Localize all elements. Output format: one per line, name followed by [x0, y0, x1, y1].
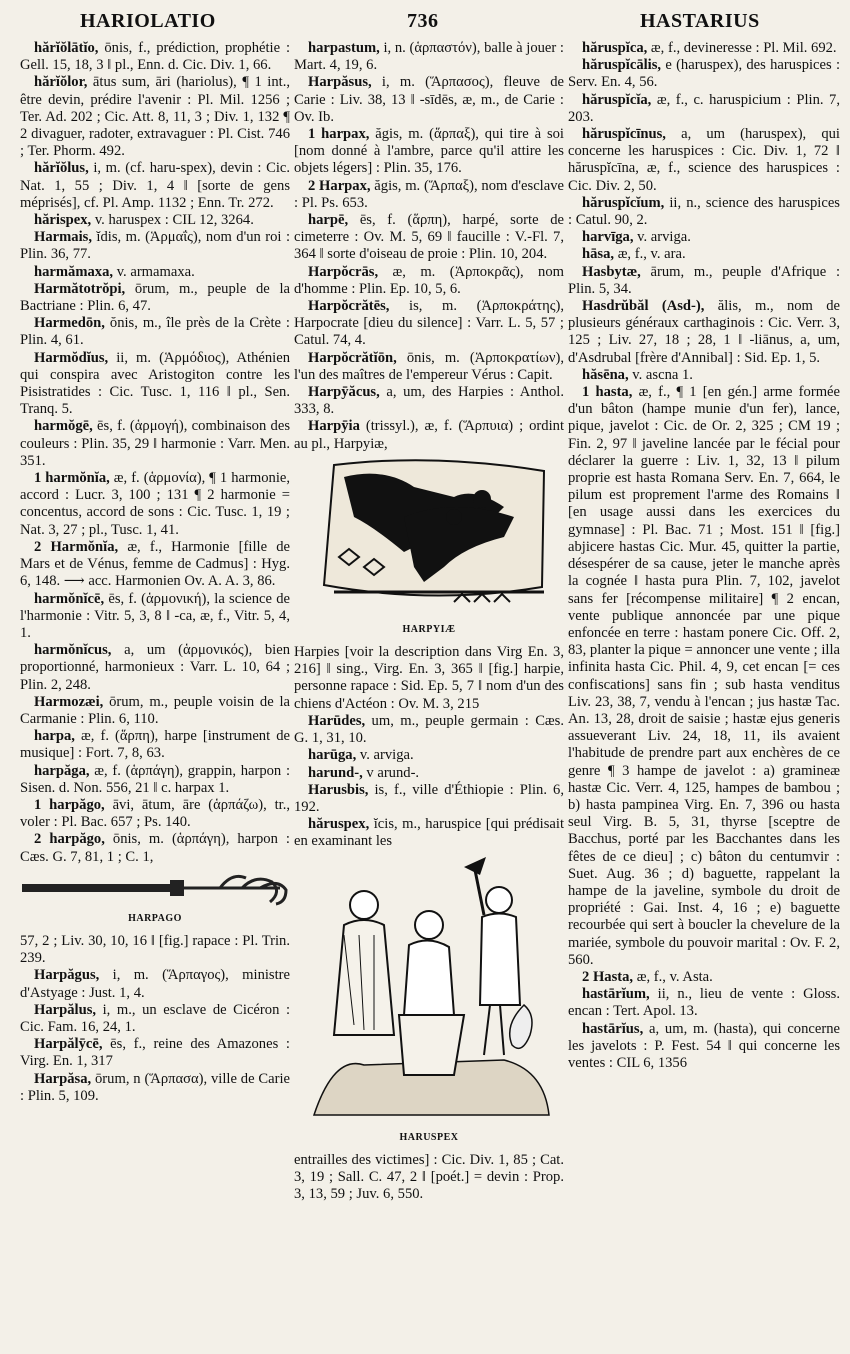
- entry-definition: æ, f., v. ara.: [614, 246, 686, 263]
- dictionary-entry: [20, 591, 290, 643]
- entry-definition: æ, f., v. Asta.: [633, 968, 713, 985]
- haruspex-caption: HARUSPEX: [399, 1131, 459, 1143]
- dictionary-entry: [568, 264, 840, 298]
- dictionary-entry: [568, 246, 840, 263]
- entry-headword: hăruspĭcīnus,: [582, 126, 666, 143]
- dictionary-entry: [20, 160, 290, 212]
- dictionary-entry: [568, 57, 840, 91]
- dictionary-entry: [294, 384, 564, 418]
- column-3: [568, 40, 840, 1350]
- entry-headword: hăruspĭcālis,: [582, 57, 662, 74]
- entry-headword: 1 harmŏnĭa,: [34, 470, 110, 487]
- dictionary-entry: [568, 1021, 840, 1073]
- header-left-guide-word: HARIOLATIO: [80, 10, 216, 32]
- entry-headword: hăruspĭcĭa,: [582, 91, 652, 108]
- dictionary-entry: [20, 728, 290, 762]
- entry-definition: ii, n., lieu de vente : Gloss. encan : Tert. Apol. 13.: [568, 986, 840, 1020]
- dictionary-entry: [20, 212, 290, 229]
- entry-headword: hărĭŏlus,: [34, 160, 89, 177]
- entry-definition: v. arviga.: [633, 229, 691, 246]
- entry-headword: Harmedōn,: [34, 315, 105, 332]
- entry-headword: harpa,: [34, 728, 75, 745]
- dictionary-entry: [20, 763, 290, 797]
- entry-headword: hăruspex,: [308, 816, 370, 833]
- entry-definition: ii, n., science des haruspices : Catul. 90, 2.: [568, 194, 840, 229]
- entry-definition: entrailles des victimes] : Cic. Div. 1, 85 ; Cat. 3, 19 ; Sall. C. 47, 2 ‖ [poét.] = devin : Prop. 3, 13, 59 ; Juv. 6, 550.: [294, 1151, 564, 1203]
- entry-definition: ōrum, m., peuple de la Bactriane : Plin. 6, 47.: [20, 280, 290, 315]
- header-right-guide-word: HASTARIUS: [640, 10, 760, 32]
- dictionary-entry: [294, 74, 564, 126]
- entry-headword: Harusbis,: [308, 781, 369, 798]
- page-number: 736: [407, 10, 439, 32]
- dictionary-entry: [568, 229, 840, 246]
- dictionary-entry: [20, 797, 290, 831]
- entry-headword: harmŏnĭcus,: [34, 642, 112, 659]
- entry-definition: ĭcis, m., haruspice [qui prédisait en examinant les: [294, 816, 564, 850]
- entry-headword: 2 Harmŏnĭa,: [34, 538, 119, 555]
- dictionary-entry: [294, 178, 564, 212]
- entry-headword: Hasdrŭbăl (Asd-),: [582, 298, 705, 315]
- entry-headword: harpastum,: [308, 40, 380, 56]
- dictionary-entry: [20, 315, 290, 349]
- entry-headword: Harmŏdĭus,: [34, 349, 109, 366]
- dictionary-entry: [568, 986, 840, 1020]
- entry-definition: is, m. (Ἁρποκράτης), Harpocrate [dieu du silence] : Varr. L. 5, 57 ; Catul. 74, 4.: [294, 298, 564, 349]
- entry-definition: ēs, f. (ἅρπη), harpé, sorte de cimeterre : Ov. M. 5, 69 ‖ faucille : V.-Fl. 7, 364 ‖ sorte d'oiseau de proie : Plin. 10, 204.: [294, 212, 564, 263]
- entry-headword: hărĭŏlātĭo,: [34, 40, 99, 56]
- entry-definition: i, m., un esclave de Cicéron : Cic. Fam. 16, 24, 1.: [20, 1001, 290, 1035]
- entry-definition: a, um, des Harpies : Anthol. 333, 8.: [294, 384, 564, 418]
- dictionary-entry: [294, 126, 564, 178]
- entry-definition: ĭdis, m. (Ἁρμαΐς), nom d'un roi : Plin. 36, 77.: [20, 229, 290, 263]
- entry-headword: 1 harpăgo,: [34, 796, 105, 813]
- dictionary-entry: [294, 782, 564, 816]
- dictionary-entry: [294, 1152, 564, 1204]
- entry-headword: 1 harpax,: [308, 126, 370, 143]
- entry-headword: 1 hasta,: [582, 384, 633, 401]
- entry-headword: hăsēna,: [582, 366, 629, 383]
- entry-definition: ŏnis, m., île près de la Crète : Plin. 4, 61.: [20, 315, 290, 349]
- harpago-caption: HARPAGO: [128, 912, 182, 924]
- dictionary-entry: [294, 816, 564, 850]
- entry-definition: is, f., ville d'Éthiopie : Plin. 6, 192.: [294, 781, 564, 815]
- entry-headword: hărĭŏlor,: [34, 74, 88, 91]
- entry-definition: v. arviga.: [356, 747, 414, 764]
- entry-headword: Harpăsa,: [34, 1070, 92, 1087]
- dictionary-entry: [568, 92, 840, 126]
- dictionary-entry: [294, 212, 564, 264]
- dictionary-entry: [20, 74, 290, 160]
- entry-definition: æ, f. (ἅρπη), harpe [instrument de musique] : Fort. 7, 8, 63.: [20, 728, 290, 762]
- dictionary-entry: [294, 765, 564, 782]
- entry-definition: (trissyl.), æ, f. (Ἅρπυια) ; ordint au pl., Harpyiæ,: [294, 418, 564, 452]
- entry-headword: harmŏnĭcē,: [34, 590, 105, 607]
- entry-definition: Harpies [voir la description dans Virg En. 3, 216] ‖ sing., Virg. En. 3, 365 ‖ [fig.] harpie, personne rapace : Sid. Ep. 5, 7 ‖ nom d'un des chiens d'Actéon : Ov. M. 3, 215: [294, 644, 564, 712]
- dictionary-entry: [20, 831, 290, 865]
- entry-headword: Harpȳia: [308, 418, 360, 435]
- dictionary-entry: [294, 418, 564, 452]
- dictionary-entry: [568, 40, 840, 57]
- harpyiae-caption: HARPYIÆ: [402, 623, 456, 635]
- dictionary-entry: [20, 1036, 290, 1070]
- dictionary-entry: [568, 195, 840, 229]
- dictionary-entry: [20, 1071, 290, 1105]
- column-2: [294, 40, 564, 1350]
- entry-headword: hastārĭum,: [582, 986, 650, 1003]
- entry-headword: 2 harpăgo,: [34, 831, 105, 848]
- entry-headword: hărispex,: [34, 212, 92, 229]
- dictionary-entry: [20, 967, 290, 1001]
- entry-definition: ōnis, m. (Ἁρποκρατίων), l'un des maîtres de l'empereur Vérus : Capit.: [294, 349, 564, 383]
- entry-definition: v. haruspex : CIL 12, 3264.: [91, 212, 254, 229]
- dictionary-entry: [568, 384, 840, 969]
- entry-definition: i, n. (ἁρπαστόν), balle à jouer : Mart. 4, 19, 6.: [294, 40, 564, 74]
- entry-headword: harūga,: [308, 747, 357, 764]
- entry-headword: harmŏgē,: [34, 418, 93, 435]
- dictionary-entry: [568, 969, 840, 986]
- entry-definition: ātus sum, āri (hariolus), ¶ 1 int., être devin, prédire l'avenir : Pl. Mil. 1256 ; Ter. Ad. 202 ; Cic. Att. 8, 11, 3 ; Div. 1, 132 ¶ 2 divaguer, radoter, extravaguer : Pl. Cist. 746 ; Ter. Phorm. 492.: [20, 74, 290, 160]
- dictionary-entry: [20, 418, 290, 470]
- entry-definition: i, m. (cf. haru-spex), devin : Cic. Nat. 1, 55 ; Div. 1, 4 ‖ [sorte de gens méprisés], cf. Pl. Amp. 1132 ; Enn. Tr. 272.: [20, 160, 290, 211]
- entry-headword: hăruspĭca,: [582, 40, 648, 56]
- entry-headword: Harpăgus,: [34, 967, 100, 984]
- entry-definition: um, m., peuple germain : Cæs. G. 1, 31, 10.: [294, 712, 564, 747]
- entry-headword: Harpălȳcē,: [34, 1036, 103, 1053]
- entry-definition: a, um, m. (hasta), qui concerne les javelots : P. Fest. 54 ‖ qui concerne les ventes : CIL 6, 1356: [568, 1020, 840, 1071]
- entry-headword: Harpȳăcus,: [308, 384, 380, 401]
- dictionary-entry: [20, 539, 290, 591]
- dictionary-entry: [568, 126, 840, 195]
- entry-definition: āvi, ātum, āre (ἁρπάζω), tr., voler : Pl. Bac. 657 ; Ps. 140.: [20, 796, 290, 831]
- entry-headword: Harpălus,: [34, 1001, 97, 1018]
- entry-definition: i, m. (Ἅρπαγος), ministre d'Astyage : Just. 1, 4.: [20, 967, 290, 1001]
- entry-headword: harvīga,: [582, 229, 634, 246]
- dictionary-entry: [294, 644, 564, 713]
- harpyiae-illustration: [304, 457, 554, 617]
- dictionary-entry: [294, 264, 564, 298]
- entry-definition: v. armamaxa.: [113, 263, 195, 280]
- entry-definition: æ, f., Harmonie [fille de Mars et de Vénus, femme de Cadmus] : Hyg. 6, 148. ⟶ acc. Harmonien Ov. A. A. 3, 86.: [20, 538, 290, 590]
- entry-definition: a, um (haruspex), qui concerne les haruspices : Cic. Div. 1, 72 ‖ hăruspĭcīna, æ, f., science des haruspices : Cic. Div. 2, 50.: [568, 126, 840, 194]
- entry-definition: v. ascna 1.: [628, 366, 693, 383]
- dictionary-entry: [20, 1002, 290, 1036]
- entry-definition: ălis, m., nom de plusieurs généraux carthaginois : Cic. Verr. 3, 125 ; Liv. 27, 18 ; 28, 1 ‖ -liānus, a, um, d'Asdrubal [frère d'Annibal] : Sid. Ep. 1, 5.: [568, 298, 840, 366]
- entry-definition: ōrum, n (Ἅρπασα), ville de Carie : Plin. 5, 109.: [20, 1070, 290, 1104]
- entry-headword: 2 Hasta,: [582, 968, 634, 985]
- entry-definition: ōrum, m., peuple voisin de la Carmanie : Plin. 6, 110.: [20, 693, 290, 727]
- entry-headword: Harpŏcrās,: [308, 263, 379, 280]
- entry-definition: æ, f., devineresse : Pl. Mil. 692.: [647, 40, 837, 56]
- dictionary-entry: [20, 350, 290, 419]
- entry-headword: Harpăsus,: [308, 74, 372, 91]
- entry-definition: ōnis, f., prédiction, prophétie : Gell. 15, 18, 3 ‖ pl., Enn. d. Cic. Div. 1, 66.: [20, 40, 290, 74]
- dictionary-entry: [20, 229, 290, 263]
- entry-definition: æ, f., ¶ 1 [en gén.] arme formée d'un bâton (hampe munie d'un fer), lance, pique, javelot : Cic. de Or. 2, 325 ; CM 19 ; Fin. 2, 97 ‖ javeline lancée par le fécial pour déclarer la guerre : Liv. 1, 32, 13 ‖ pilum proprie est hasta Romana Serv. En. 7, 664, le pilum est proprement l'arme des Romains ‖ [en usage aussi dans les exercices du gymnase] : Pl. Bac. 71 ; Most. 151 ‖ [fig.] abjicere hastas Cic. Mur. 45, quitter la partie, désespérer de sa cause, jeter le manche après la cognée ‖ hasta pura Plin. 7, 102, javelot sans fer [récompense militaire] ¶ 2 encan, vente publique annoncée par une pique enfoncée en terre : hastam ponere Cic. Off. 2, 83, planter la pique = annoncer une vente ; illa infinita hasta Cic. Phil. 4, 9, cet encan [= ces confiscations] sans fin ; sub hasta venditus Liv. 23, 38, 7, vendu à l'encan ; jus hastæ Tac. An. 13, 28, droit de saisie ; hastæ ejus generis assueverant Liv. 24, 18, 11, ils avaient l'habitude de prendre part aux enchères de ce genre ¶ 3 hampe de javelot : a) gramineæ hastæ Cic. Verr. 4, 125, hampes de bambou ; b) hasta pampinea Virg. En. 7, 396 ou hasta seul Virg. B. 5, 31, thyrse [sceptre de Bacchus, porté par les Bacchantes dans les fêtes de ce dieu] ; c) bâton du centumvir : Suet. Aug. 36 ; d) baguette, rappelant la hampe de la javeline, symbole du droit de propriété : Gai. Inst. 4, 16 ; e) baguette recourbée qui sert à boucler la chevelure de la mariée, symbole du pouvoir marital : Ov. F. 2, 560.: [568, 384, 840, 968]
- entry-headword: harpăga,: [34, 762, 90, 779]
- entry-headword: Harpŏcrătĭōn,: [308, 349, 397, 366]
- entry-definition: ōnis, m. (ἁρπάγη), harpon : Cæs. G. 7, 81, 1 ; C. 1,: [20, 831, 290, 865]
- entry-headword: Harmătotrŏpi,: [34, 280, 126, 297]
- entry-headword: Hasbytæ,: [582, 263, 641, 280]
- entry-headword: harund-,: [308, 764, 363, 781]
- entry-definition: ăgis, m. (Ἅρπαξ), nom d'esclave : Pl. Ps. 653.: [294, 177, 564, 211]
- entry-definition: æ, m. (Ἁρποκρᾶς), nom d'homme : Plin. Ep. 10, 5, 6.: [294, 263, 564, 297]
- entry-definition: ārum, m., peuple d'Afrique : Plin. 5, 34.: [568, 263, 840, 297]
- entry-definition: ii, m. (Ἁρμόδιος), Athénien qui conspira avec Aristogiton contre les Pisistratides : Cic. Tusc. 1, 116 ‖ pl., Sen. Tranq. 5.: [20, 349, 290, 418]
- entry-headword: harmămaxa,: [34, 263, 114, 280]
- entry-definition: i, m. (Ἅρπασος), fleuve de Carie : Liv. 38, 13 ‖ -sīdēs, æ, m., de Carie : Ov. Ib.: [294, 74, 564, 125]
- entry-headword: Harmais,: [34, 229, 92, 246]
- entry-definition: e (haruspex), des haruspices : Serv. En. 4, 56.: [568, 57, 840, 91]
- dictionary-entry: [20, 40, 290, 74]
- dictionary-entry: [20, 264, 290, 281]
- haruspex-illustration: [304, 855, 554, 1125]
- entry-headword: Harmozæi,: [34, 693, 104, 710]
- entry-definition: ēs, f. (ἁρμογή), combinaison des couleurs : Plin. 35, 29 ‖ harmonie : Varr. Men. 351.: [20, 418, 290, 469]
- entry-definition: ēs, f. (ἁρμονική), la science de l'harmonie : Vitr. 5, 3, 8 ‖ -ca, æ, f., Vitr. 5, 4, 1.: [20, 590, 290, 641]
- entry-definition: v arund-.: [362, 764, 420, 781]
- entry-headword: hastārĭus,: [582, 1020, 644, 1037]
- entry-definition: ăgis, m. (ἅρπαξ), qui tire à soi [nom donné à l'ambre, parce qu'il attire les objets légers] : Plin. 35, 176.: [294, 126, 564, 177]
- entry-headword: harpē,: [308, 212, 349, 229]
- dictionary-entry: [568, 367, 840, 384]
- running-header: [0, 6, 850, 36]
- dictionary-entry: [20, 694, 290, 728]
- dictionary-entry: [294, 298, 564, 350]
- entry-headword: 2 Harpax,: [308, 177, 371, 194]
- dictionary-entry: [294, 747, 564, 764]
- entry-definition: æ, f. (ἁρμονία), ¶ 1 harmonie, accord : Lucr. 3, 100 ; 131 ¶ 2 harmonie = concentus, accord de sons : Cic. Tusc. 1, 19 ; Nat. 3, 27 ; pl., Tusc. 1, 41.: [20, 470, 290, 538]
- entry-definition: æ, f. (ἁρπάγη), grappin, harpon : Sisen. d. Non. 556, 21 ‖ c. harpax 1.: [20, 762, 290, 796]
- entry-definition: a, um (ἁρμονικός), bien proportionné, harmonieux : Varr. L. 10, 64 ; Plin. 2, 248.: [20, 642, 290, 693]
- entry-definition: ēs, f., reine des Amazones : Virg. En. 1, 317: [20, 1036, 290, 1070]
- entry-headword: Harpŏcrătēs,: [308, 298, 390, 315]
- entry-headword: hāsa,: [582, 246, 615, 263]
- entry-definition: 57, 2 ; Liv. 30, 10, 16 ‖ [fig.] rapace : Pl. Trin. 239.: [20, 932, 290, 967]
- harpago-illustration: [20, 870, 290, 906]
- column-1: [20, 40, 290, 1350]
- dictionary-entry: [294, 713, 564, 747]
- entry-definition: æ, f., c. haruspicium : Plin. 7, 203.: [568, 91, 840, 125]
- dictionary-entry: [20, 642, 290, 694]
- dictionary-entry: [294, 40, 564, 74]
- entry-headword: hăruspĭcĭum,: [582, 194, 665, 211]
- dictionary-entry: [568, 298, 840, 367]
- dictionary-entry: [20, 281, 290, 315]
- entry-headword: Harūdes,: [308, 712, 366, 729]
- dictionary-entry: [20, 933, 290, 967]
- dictionary-entry: [20, 470, 290, 539]
- dictionary-entry: [294, 350, 564, 384]
